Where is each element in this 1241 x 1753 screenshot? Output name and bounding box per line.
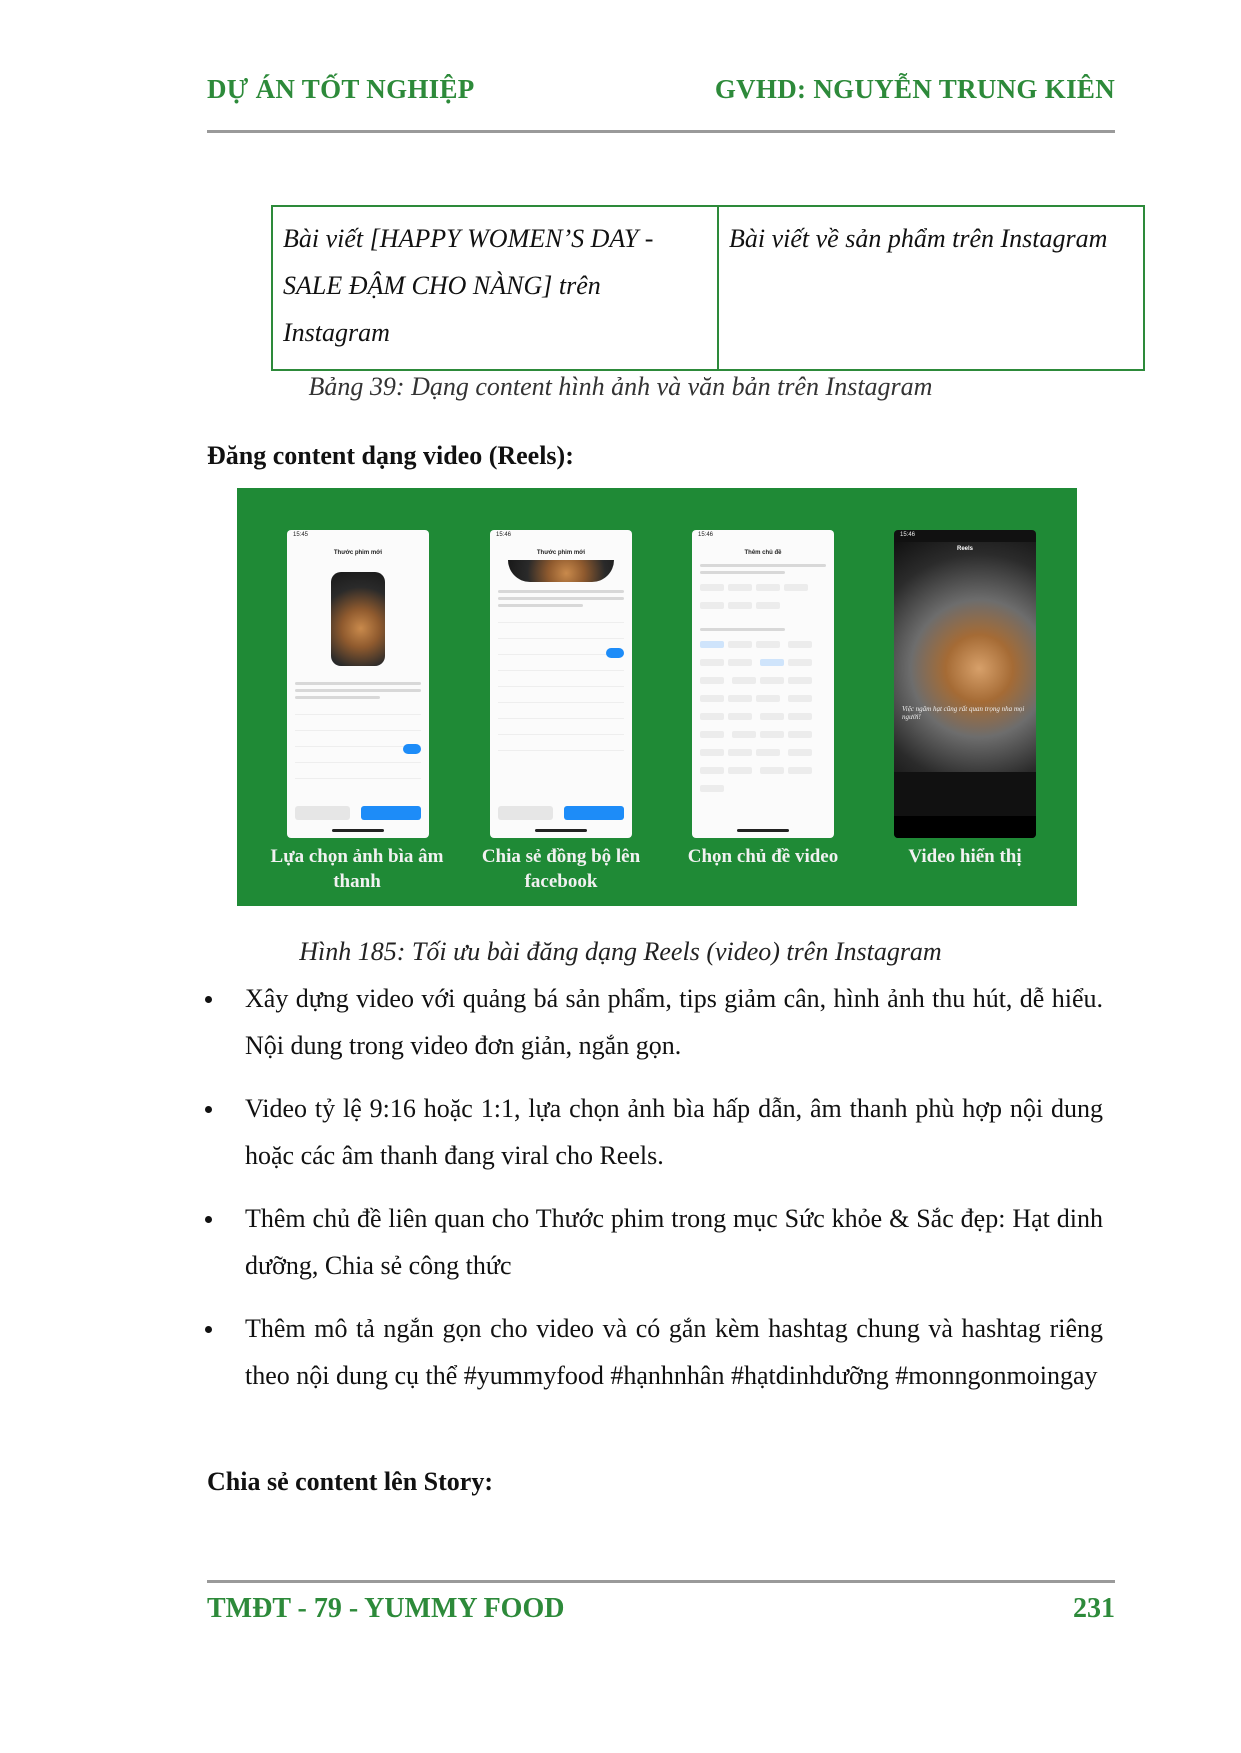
- content-table: [271, 205, 1145, 371]
- phone-screenshot-reel: [894, 530, 1036, 838]
- reels-figure: [237, 488, 1077, 906]
- bullet-icon: [205, 1326, 212, 1333]
- phone-screenshot-facebook-sync: [490, 530, 632, 838]
- phone-title: Thước phim mới: [536, 550, 586, 556]
- share-button: [361, 806, 421, 820]
- footer-divider: [207, 1580, 1115, 1583]
- status-bar: 15:45: [293, 532, 309, 538]
- header-divider: [207, 130, 1115, 133]
- bullet-icon: [205, 996, 212, 1003]
- figure-caption: Hình 185: Tối ưu bài đăng dạng Reels (video) trên Instagram: [299, 937, 942, 966]
- reel-nav-bar: [894, 816, 1036, 838]
- phone-screenshot-cover: [287, 530, 429, 838]
- header-project-title: DỰ ÁN TỐT NGHIỆP: [207, 74, 475, 104]
- reel-video-frame: [894, 542, 1036, 772]
- phone-title: Reels: [956, 546, 973, 552]
- toggle-icon: [403, 744, 421, 754]
- bullet-icon: [205, 1106, 212, 1113]
- bullet-list: [245, 975, 1103, 1415]
- status-bar: 15:46: [698, 532, 714, 538]
- list-item-text: Video tỷ lệ 9:16 hoặc 1:1, lựa chọn ảnh bìa hấp dẫn, âm thanh phù hợp nội dung hoặc các âm thanh đang viral cho Reels.: [245, 1094, 1103, 1170]
- page-number: 231: [1073, 1593, 1115, 1624]
- figure-label-cover: Lựa chọn ảnh bìa âm thanh: [270, 846, 444, 892]
- status-bar: 15:46: [900, 532, 916, 538]
- cover-image: [331, 572, 385, 666]
- table-caption: Bảng 39: Dạng content hình ảnh và văn bản trên Instagram: [308, 372, 933, 401]
- phone-title: Thêm chủ đề: [744, 550, 782, 556]
- list-item: [245, 1085, 1103, 1179]
- phone-screenshot-topics: [692, 530, 834, 838]
- status-bar: 15:46: [496, 532, 512, 538]
- table-cell-post-description: Bài viết về sản phẩm trên Instagram: [718, 206, 1144, 370]
- figure-label-topics: Chọn chủ đề video: [687, 846, 839, 867]
- section-heading-video: Đăng content dạng video (Reels):: [207, 441, 574, 470]
- table-cell-post-title: Bài viết [HAPPY WOMEN’S DAY - SALE ĐẬM CHO NÀNG] trên Instagram: [272, 206, 718, 370]
- share-button: [564, 806, 624, 820]
- list-item-text: Xây dựng video với quảng bá sản phẩm, tips giảm cân, hình ảnh thu hút, dễ hiểu. Nội dung trong video đơn giản, ngắn gọn.: [245, 984, 1103, 1060]
- bullet-icon: [205, 1216, 212, 1223]
- figure-label-display: Video hiển thị: [908, 846, 1022, 867]
- header-advisor: GVHD: NGUYỄN TRUNG KIÊN: [714, 74, 1115, 104]
- phone-title: Thước phim mới: [333, 550, 383, 556]
- list-item-text: Thêm mô tả ngắn gọn cho video và có gắn kèm hashtag chung và hashtag riêng theo nội dung cụ thể #yummyfood #hạnhnhân #hạtdinhdưỡng #monngonmoingay: [245, 1314, 1103, 1390]
- reel-overlay-text: Việc ngâm hạt cũng rất quan trọng nha mọi người!: [902, 705, 1025, 721]
- section-heading-story: Chia sẻ content lên Story:: [207, 1467, 493, 1496]
- draft-button: [498, 806, 553, 820]
- toggle-icon: [606, 648, 624, 658]
- list-item: [245, 1305, 1103, 1399]
- table-row: [272, 206, 1144, 370]
- list-item: [245, 975, 1103, 1069]
- footer-group-name: TMĐT - 79 - YUMMY FOOD: [207, 1593, 565, 1624]
- draft-button: [295, 806, 350, 820]
- figure-label-facebook: Chia sẻ đồng bộ lên facebook: [481, 846, 641, 892]
- list-item-text: Thêm chủ đề liên quan cho Thước phim trong mục Sức khỏe & Sắc đẹp: Hạt dinh dưỡng, Chia sẻ công thức: [245, 1204, 1103, 1280]
- cover-image: [508, 560, 614, 582]
- list-item: [245, 1195, 1103, 1289]
